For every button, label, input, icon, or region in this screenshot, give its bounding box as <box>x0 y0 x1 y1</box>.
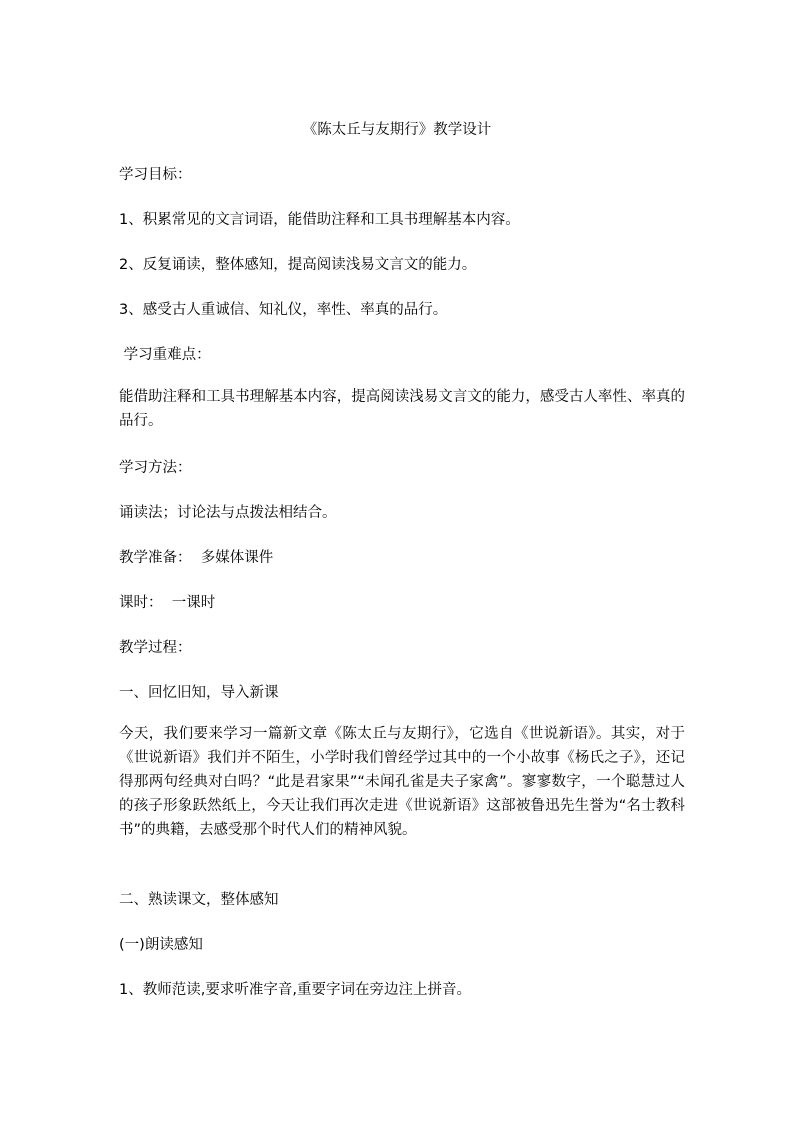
section2-heading: 二、熟读课文，整体感知 <box>119 892 279 908</box>
objective-item: 2、反复诵读，整体感知，提高阅读浅易文言文的能力。 <box>119 257 477 273</box>
periods-text: 课时： 一课时 <box>119 595 216 611</box>
objective-item: 1、积累常见的文言词语，能借助注释和工具书理解基本内容。 <box>119 212 520 228</box>
methods-text: 诵读法；讨论法与点拨法相结合。 <box>119 505 337 521</box>
objectives-heading: 学习目标： <box>119 167 192 183</box>
methods-heading: 学习方法： <box>119 460 192 476</box>
subsection1-heading: (一)朗读感知 <box>119 937 203 953</box>
section1-heading: 一、回忆旧知，导入新课 <box>119 685 279 701</box>
section1-body: 今天，我们要来学习一篇新文章《陈太丘与友期行》，它选自《世说新语》。其实，对于《世说新语》我们并不陌生，小学时我们曾经学过其中的一个小故事《杨氏之子》，还记得那两句经典对白吗？“此是君家果”“未闻孔雀是夫子家禽”。寥寥数字，一个聪慧过人的孩子形象跃然纸上，今天让我们再次走进《世说新语》这部被鲁迅先生誉为“名士教科书”的典籍，去感受那个时代人们的精神风貌。 <box>119 726 685 838</box>
step1-text: 1、教师范读,要求听准字音,重要字词在旁边注上拼音。 <box>119 982 471 998</box>
key-points-heading: 学习重难点： <box>119 347 211 363</box>
process-heading: 教学过程： <box>119 640 192 656</box>
preparation-text: 教学准备： 多媒体课件 <box>119 550 274 566</box>
objective-item: 3、感受古人重诚信、知礼仪，率性、率真的品行。 <box>119 302 448 318</box>
key-points-text: 能借助注释和工具书理解基本内容，提高阅读浅易文言文的能力，感受古人率性、率真的品行。 <box>119 389 685 429</box>
document-title: 《陈太丘与友期行》教学设计 <box>302 122 492 138</box>
